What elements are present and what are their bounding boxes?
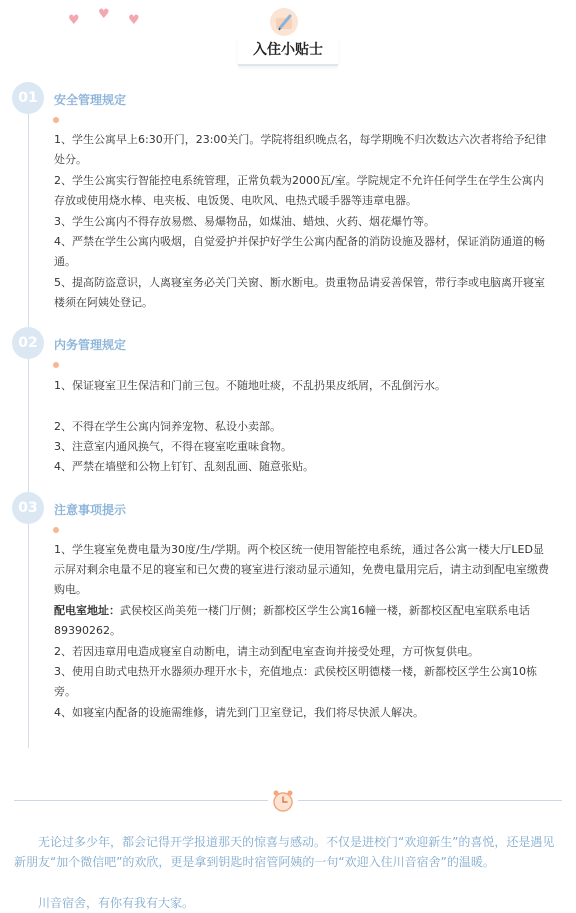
- heart-icon: ♥: [98, 7, 110, 22]
- footer-paragraph: 无论过多少年，都会记得开学报道那天的惊喜与感动。不仅是进校门“欢迎新生”的喜悦，还是遇见新朋友“加个微信吧”的欢欣，更是拿到钥匙时宿管阿姨的一句“欢迎入住川音宿舍”的温暖。: [14, 835, 555, 869]
- bullet-dot: [53, 527, 59, 533]
- address-label: 配电室地址：: [54, 604, 120, 617]
- notice-item: 3、使用自助式电热开水器须办理开水卡，充值地点：武侯校区明德楼一楼，新都校区学生公寓10栋旁。: [54, 665, 537, 698]
- heart-icon: ♥: [68, 13, 80, 28]
- rule-item: 3、学生公寓内不得存放易燃、易爆物品，如煤油、蜡烛、火药、烟花爆竹等。: [54, 215, 435, 228]
- section-title: 内务管理规定: [54, 338, 127, 352]
- timeline-line: [28, 108, 29, 748]
- page-title: 入住小贴士: [253, 42, 323, 58]
- rule-item: 5、提高防盗意识，人离寝室务必关门关窗、断水断电。贵重物品请妥善保管，带行李或电脑离开寝室楼须在阿姨处登记。: [54, 276, 545, 309]
- notice-item: 4、如寝室内配备的设施需维修，请先到门卫室登记，我们将尽快派人解决。: [54, 706, 424, 719]
- bullet-dot: [53, 117, 59, 123]
- alarm-clock-icon: [268, 788, 298, 814]
- pencil-badge-icon: [270, 8, 298, 36]
- footer-closing: 川音宿舍，有你有我有大家。: [38, 896, 195, 910]
- rule-item: 3、注意室内通风换气，不得在寝室吃重味食物。: [54, 440, 292, 453]
- rule-item: 4、严禁在学生公寓内吸烟，自觉爱护并保护好学生公寓内配备的消防设施及器材，保证消防通道的畅通。: [54, 235, 545, 268]
- section-number-badge: 03: [12, 492, 44, 524]
- rule-item: 1、保证寝室卫生保洁和门前三包。不随地吐痰，不乱扔果皮纸屑，不乱倒污水。: [54, 379, 446, 392]
- notice-item: 1、学生寝室免费电量为30度/生/学期。两个校区统一使用智能控电系统，通过各公寓一楼大厅LED显示屏对剩余电量不足的寝室和已欠费的寝室进行滚动显示通知，免费电量用完后，请主动到配电室缴费购电。: [54, 543, 549, 596]
- section-title: 安全管理规定: [54, 93, 127, 107]
- section-title: 注意事项提示: [54, 503, 127, 517]
- notice-item: 2、若因违章用电造成寝室自动断电，请主动到配电室查询并接受处理，方可恢复供电。: [54, 645, 479, 658]
- section-number-badge: 01: [12, 82, 44, 114]
- rule-item: 1、学生公寓早上6:30开门，23:00关门。学院将组织晚点名，每学期晚不归次数达六次者将给予纪律处分。: [54, 133, 547, 166]
- rule-item: 2、不得在学生公寓内饲养宠物、私设小卖部。: [54, 420, 281, 433]
- bullet-dot: [53, 362, 59, 368]
- heart-icon: ♥: [128, 13, 140, 28]
- address-item: [54, 601, 554, 641]
- section-number-badge: 02: [12, 327, 44, 359]
- address-text: 武侯校区尚美苑一楼门厅侧；新都校区学生公寓16幢一楼，新都校区配电室联系电话89390262。: [54, 604, 530, 637]
- rule-item: 4、严禁在墙壁和公物上钉钉、乱刻乱画、随意张贴。: [54, 460, 314, 473]
- heart-decorations: [68, 8, 148, 28]
- page-title-box: [238, 36, 338, 66]
- rule-item: 2、学生公寓实行智能控电系统管理，正常负载为2000瓦/室。学院规定不允许任何学生在学生公寓内存放或使用烧水棒、电夹板、电饭煲、电吹风、电热式暖手器等违章电器。: [54, 174, 544, 207]
